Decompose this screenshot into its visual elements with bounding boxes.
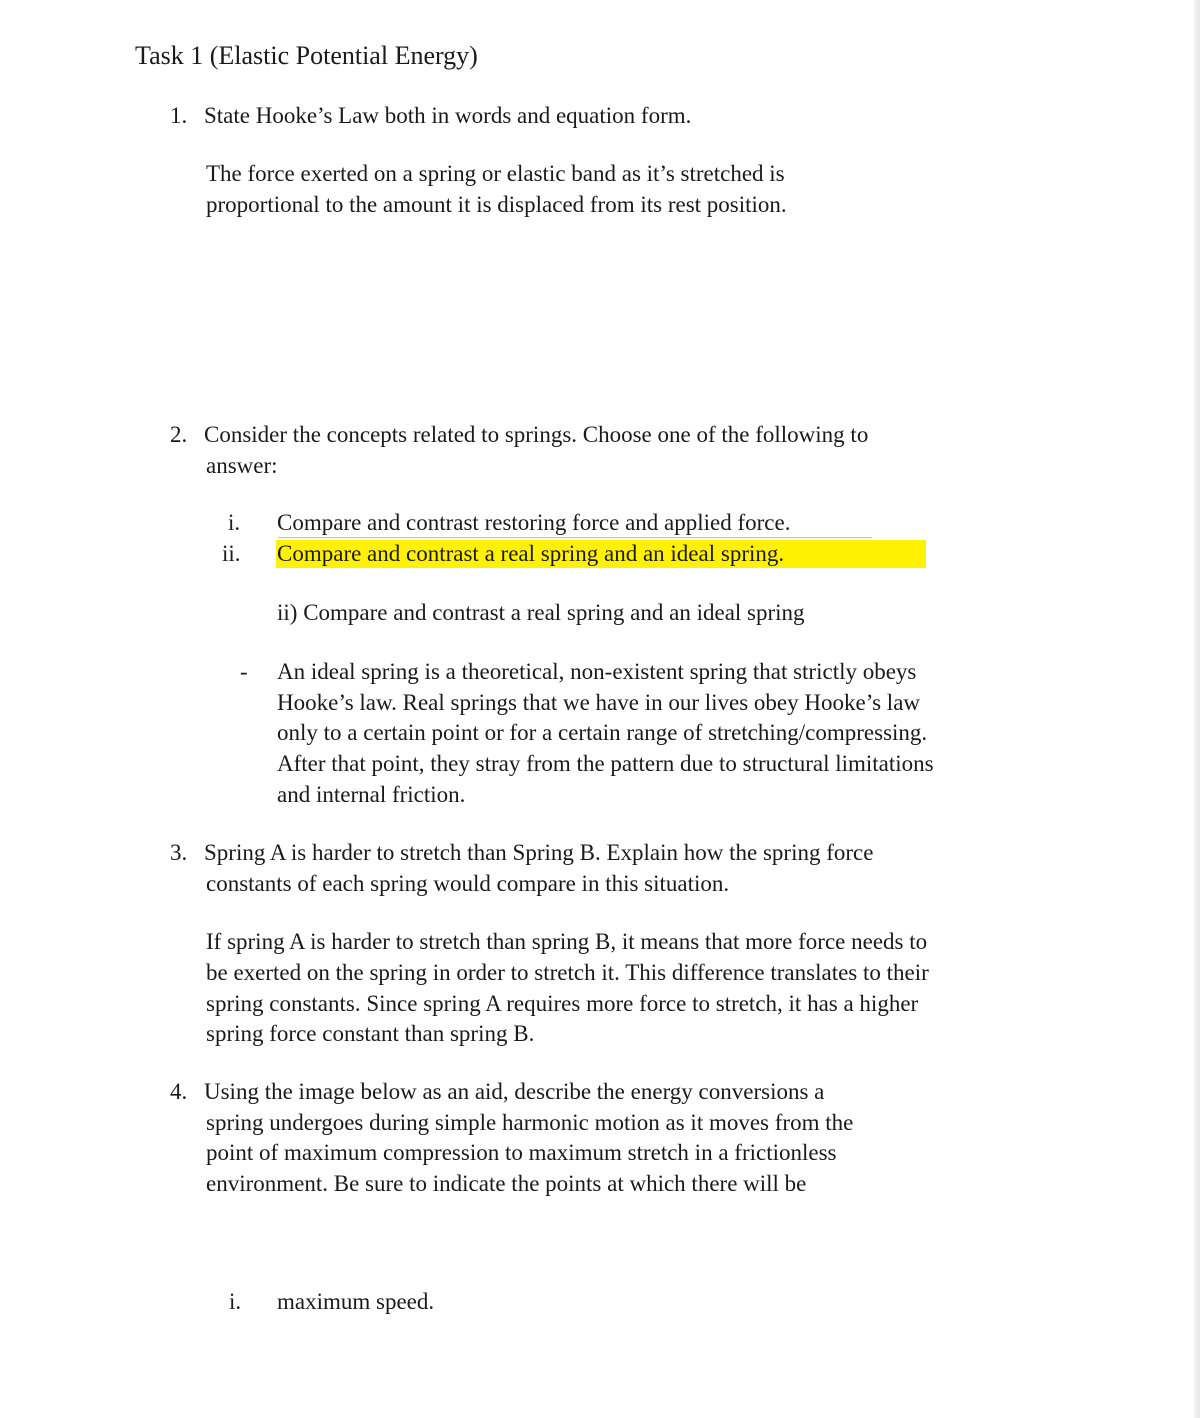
answer-line: be exerted on the spring in order to stretch it. This difference translates to their <box>206 960 929 985</box>
answer-line: only to a certain point or for a certain range of stretching/compressing. <box>277 720 928 745</box>
question-text: point of maximum compression to maximum stretch in a frictionless <box>206 1140 837 1165</box>
question-text: spring undergoes during simple harmonic motion as it moves from the <box>206 1110 854 1135</box>
question-number: 2. <box>170 422 188 447</box>
sub-item-marker: i. <box>229 1289 242 1314</box>
answer-heading: ii) Compare and contrast a real spring and an ideal spring <box>277 600 805 625</box>
answer-line: After that point, they stray from the pattern due to structural limitations <box>277 751 934 776</box>
answer-line: and internal friction. <box>277 782 466 807</box>
answer-line: If spring A is harder to stretch than spring B, it means that more force needs to <box>206 929 928 954</box>
question-text: Spring A is harder to stretch than Spring B. Explain how the spring force <box>204 840 874 865</box>
question-text: answer: <box>206 453 278 478</box>
page-title: Task 1 (Elastic Potential Energy) <box>135 41 478 70</box>
bullet-dash: - <box>240 659 248 684</box>
answer-line: proportional to the amount it is displaced from its rest position. <box>206 192 787 217</box>
option-underline <box>278 537 872 538</box>
question-text: environment. Be sure to indicate the points at which there will be <box>206 1171 807 1196</box>
answer-line: spring constants. Since spring A requires more force to stretch, it has a higher <box>206 991 919 1016</box>
question-text: Consider the concepts related to springs. Choose one of the following to <box>204 422 869 447</box>
option-marker: i. <box>228 510 241 535</box>
answer-line: The force exerted on a spring or elastic band as it’s stretched is <box>206 161 785 186</box>
question-text: State Hooke’s Law both in words and equation form. <box>204 103 692 128</box>
answer-line: spring force constant than spring B. <box>206 1021 535 1046</box>
option-marker: ii. <box>222 541 241 566</box>
option-text-highlighted: Compare and contrast a real spring and an ideal spring. <box>277 541 785 566</box>
question-number: 4. <box>170 1079 188 1104</box>
question-text: Using the image below as an aid, describe the energy conversions a <box>204 1079 825 1104</box>
option-text: Compare and contrast restoring force and applied force. <box>277 510 791 535</box>
question-number: 3. <box>170 840 188 865</box>
answer-line: An ideal spring is a theoretical, non-existent spring that strictly obeys <box>277 659 917 684</box>
answer-line: Hooke’s law. Real springs that we have in our lives obey Hooke’s law <box>277 690 921 715</box>
question-text: constants of each spring would compare in this situation. <box>206 871 730 896</box>
sub-item-text: maximum speed. <box>277 1289 435 1314</box>
page-edge-shadow <box>1194 0 1200 1418</box>
question-number: 1. <box>170 103 188 128</box>
